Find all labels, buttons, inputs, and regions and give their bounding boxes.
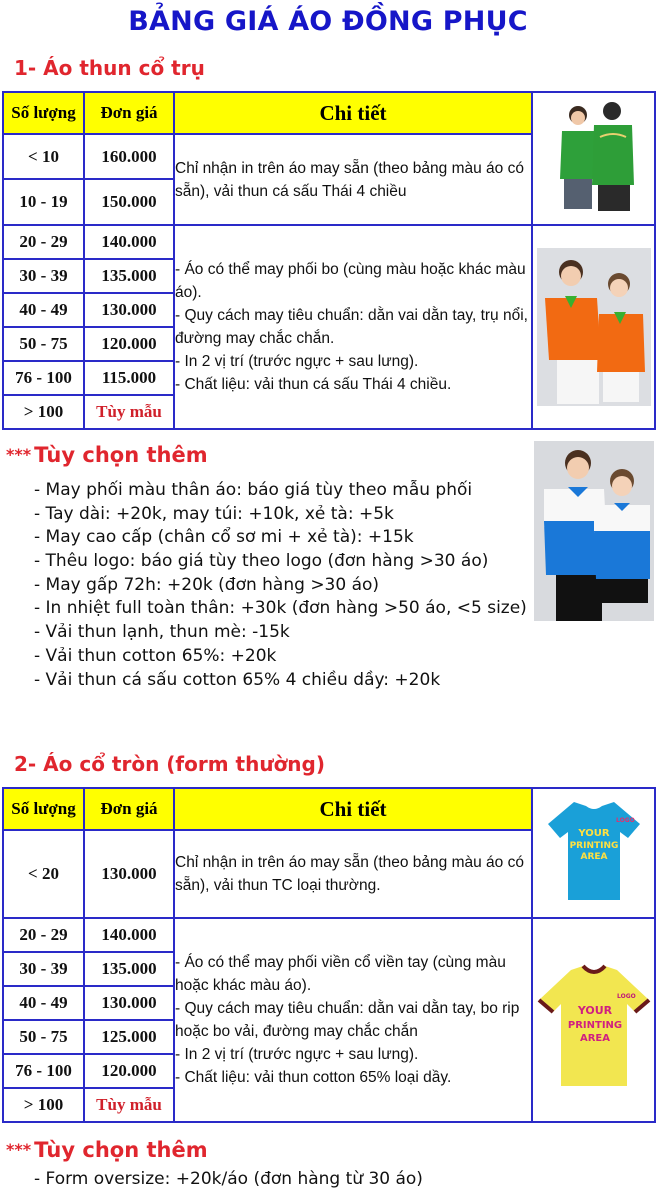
section-2-title: 2- Áo cổ tròn (form thường) xyxy=(14,752,326,776)
price-cell: 130.000 xyxy=(84,293,174,327)
qty-cell: 20 - 29 xyxy=(3,918,84,952)
price-cell: 150.000 xyxy=(84,179,174,225)
detail-line: - Chất liệu: vải thun cotton 65% loại dầy. xyxy=(175,1069,452,1086)
qty-cell: 76 - 100 xyxy=(3,361,84,395)
qty-cell: 50 - 75 xyxy=(3,1020,84,1054)
header-detail: Chi tiết xyxy=(174,788,532,830)
price-cell: 140.000 xyxy=(84,918,174,952)
price-cell: 120.000 xyxy=(84,1054,174,1088)
price-cell: 130.000 xyxy=(84,830,174,918)
blue-tshirt-image xyxy=(546,796,642,906)
stars-marker: *** xyxy=(6,1140,32,1159)
qty-cell: < 20 xyxy=(3,830,84,918)
qty-cell: 30 - 39 xyxy=(3,952,84,986)
svg-text:LOGO: LOGO xyxy=(615,817,635,824)
qty-cell: < 10 xyxy=(3,134,84,179)
svg-text:YOUR: YOUR xyxy=(577,828,610,839)
price-cell: 115.000 xyxy=(84,361,174,395)
price-cell: 120.000 xyxy=(84,327,174,361)
price-cell: 160.000 xyxy=(84,134,174,179)
extras-item: - Form oversize: +20k/áo (đơn hàng từ 30 áo) xyxy=(34,1169,423,1189)
extras-item: - In nhiệt full toàn thân: +30k (đơn hàng >50 áo, <5 size) xyxy=(34,598,527,619)
extras-2-title: Tùy chọn thêm xyxy=(34,1138,208,1162)
product-image-yellow-tshirt xyxy=(532,918,655,1122)
price-table-polo xyxy=(2,91,656,430)
qty-cell: 76 - 100 xyxy=(3,1054,84,1088)
white-blue-polo-image xyxy=(534,441,654,621)
qty-cell: 40 - 49 xyxy=(3,986,84,1020)
detail-custom xyxy=(174,225,532,429)
green-polo-image xyxy=(544,97,644,217)
orange-polo-image xyxy=(535,240,653,410)
detail-line: - In 2 vị trí (trước ngực + sau lưng). xyxy=(175,1046,419,1063)
price-cell: 130.000 xyxy=(84,986,174,1020)
qty-cell: 10 - 19 xyxy=(3,179,84,225)
detail-line: - Chất liệu: vải thun cá sấu Thái 4 chiều. xyxy=(175,376,452,393)
detail-basic xyxy=(174,134,532,225)
extras-1-heading xyxy=(6,443,208,467)
detail-basic-text: Chỉ nhận in trên áo may sẵn (theo bảng màu áo có sẵn), vải thun cá sấu Thái 4 chiều xyxy=(175,159,524,200)
price-table-crewneck xyxy=(2,787,656,1123)
qty-cell: 40 - 49 xyxy=(3,293,84,327)
detail-basic-text: Chỉ nhận in trên áo may sẵn (theo bảng màu áo có sẵn), vải thun TC loại thường. xyxy=(175,854,524,894)
qty-cell: 20 - 29 xyxy=(3,225,84,259)
header-price: Đơn giá xyxy=(84,92,174,134)
qty-cell: > 100 xyxy=(3,395,84,429)
product-image-orange-polo xyxy=(532,225,655,429)
detail-line: - Quy cách may tiêu chuẩn: dằn vai dằn tay, trụ nổi, đường may chắc chắn. xyxy=(175,307,528,347)
extras-item: - Vải thun lạnh, thun mè: -15k xyxy=(34,622,290,643)
qty-cell: > 100 xyxy=(3,1088,84,1122)
price-cell: 135.000 xyxy=(84,952,174,986)
extras-item: - Tay dài: +20k, may túi: +10k, xẻ tà: +5k xyxy=(34,503,394,524)
header-detail: Chi tiết xyxy=(174,92,532,134)
section-1-title: 1- Áo thun cổ trụ xyxy=(14,56,205,80)
extras-item: - May gấp 72h: +20k (đơn hàng >30 áo) xyxy=(34,574,380,595)
header-qty: Số lượng xyxy=(3,788,84,830)
price-cell-custom: Tùy mẫu xyxy=(84,1088,174,1122)
extras-1-title: Tùy chọn thêm xyxy=(34,443,208,467)
extras-item: - Vải thun cotton 65%: +20k xyxy=(34,645,277,666)
detail-line: - In 2 vị trí (trước ngực + sau lưng). xyxy=(175,353,419,370)
svg-text:PRINTING: PRINTING xyxy=(569,841,618,851)
extras-item: - May phối màu thân áo: báo giá tùy theo mẫu phối xyxy=(34,480,473,500)
detail-line: - Áo có thể may phối viền cổ viền tay (cùng màu hoặc khác màu áo). xyxy=(175,954,506,994)
extras-2-list xyxy=(34,1168,423,1192)
price-cell: 125.000 xyxy=(84,1020,174,1054)
svg-text:LOGO: LOGO xyxy=(616,993,636,1000)
extras-1-list xyxy=(34,479,527,692)
extras-item: - Thêu logo: báo giá tùy theo logo (đơn hàng >30 áo) xyxy=(34,551,489,572)
price-cell: 135.000 xyxy=(84,259,174,293)
detail-basic xyxy=(174,830,532,918)
stars-marker: *** xyxy=(6,445,32,464)
price-cell-custom: Tùy mẫu xyxy=(84,395,174,429)
svg-text:YOUR: YOUR xyxy=(577,1004,612,1017)
product-image-green-polo xyxy=(532,92,655,225)
price-cell: 140.000 xyxy=(84,225,174,259)
header-qty: Số lượng xyxy=(3,92,84,134)
extras-2-heading xyxy=(6,1138,208,1162)
qty-cell: 50 - 75 xyxy=(3,327,84,361)
product-image-blue-tshirt xyxy=(532,788,655,918)
svg-text:AREA: AREA xyxy=(579,1033,610,1044)
detail-custom xyxy=(174,918,532,1122)
detail-line: - Áo có thể may phối bo (cùng màu hoặc khác màu áo). xyxy=(175,261,526,301)
svg-text:AREA: AREA xyxy=(579,852,608,862)
extras-item: - Vải thun cá sấu cotton 65% 4 chiều dầy: +20k xyxy=(34,669,441,690)
svg-text:PRINTING: PRINTING xyxy=(567,1020,622,1031)
extras-item: - May cao cấp (chân cổ sơ mi + xẻ tà): +15k xyxy=(34,527,414,548)
header-price: Đơn giá xyxy=(84,788,174,830)
yellow-tshirt-image xyxy=(535,938,653,1098)
page-title: BẢNG GIÁ ÁO ĐỒNG PHỤC xyxy=(128,6,528,37)
detail-line: - Quy cách may tiêu chuẩn: dằn vai dằn tay, bo rip hoặc bo vải, đường may chắc chắn xyxy=(175,1000,520,1040)
qty-cell: 30 - 39 xyxy=(3,259,84,293)
